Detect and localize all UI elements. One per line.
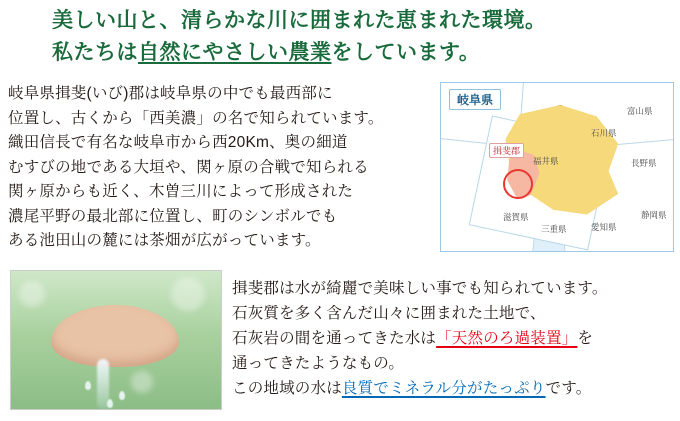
map-title: 岐阜県 [449, 89, 501, 110]
body-line: 濃尾平野の最北部に位置し、町のシンボルでも [8, 207, 338, 225]
map-pref-label: 長野県 [631, 158, 657, 168]
map-pref-label: 静岡県 [641, 210, 667, 220]
bottom-line-3 [232, 326, 672, 351]
map-pref-label: 三重県 [541, 224, 567, 234]
map-pref-label: 愛知県 [591, 222, 617, 232]
photo-bokeh [131, 371, 153, 393]
body-line: 関ヶ原からも近く、木曽三川によって形成された [8, 183, 354, 200]
bottom-line-1: 揖斐郡は水が綺麗で美味しい事でも知られています。 [232, 280, 608, 297]
body-paragraph [8, 82, 438, 254]
photo-bokeh [171, 277, 205, 311]
body-line: むすびの地である大垣や、関ヶ原の合戦で知られる [8, 158, 369, 176]
bottom-line-5-suffix: です。 [545, 380, 592, 397]
photo-droplet [85, 381, 91, 390]
bottom-line-5-highlight: 良質でミネラル分がたっぷり [341, 380, 546, 397]
hands-holding-water-photo [10, 270, 222, 410]
headline [52, 6, 652, 68]
headline-line-2-emphasis: 自然にやさしい農業 [138, 41, 332, 64]
headline-line-1: 美しい山と、清らかな川に囲まれた恵まれた環境。 [52, 9, 547, 32]
bottom-section [0, 268, 680, 418]
bottom-line-4: 通ってきたようなもの。 [232, 355, 405, 372]
map-pref-label: 福井県 [533, 156, 559, 166]
bottom-line-3-prefix: 石灰岩の間を通ってきた水は [232, 330, 437, 347]
bottom-paragraph [232, 276, 672, 401]
body-line: 織田信長で有名な岐阜市から西20Km、奥の細道 [8, 134, 348, 151]
bottom-line-3-suffix: を [577, 330, 594, 347]
photo-hands [51, 305, 179, 367]
middle-section [0, 78, 680, 258]
photo-droplet [119, 391, 125, 400]
bottom-line-5 [232, 376, 672, 401]
map-pref-label: 滋賀県 [503, 212, 529, 222]
map-pref-label: 富山県 [627, 106, 653, 116]
headline-line-2-suffix: をしています。 [331, 41, 481, 64]
body-line: 位置し、古くから「西美濃」の名で知られています。 [8, 109, 384, 127]
bottom-line-2: 石灰質を多く含んだ山々に囲まれた土地で、 [232, 305, 546, 322]
photo-bokeh [19, 281, 45, 307]
headline-line-2-prefix: 私たちは [52, 41, 138, 64]
ibi-highlight-circle-icon [503, 169, 533, 199]
headline-line-2 [52, 38, 652, 68]
map-pref-label: 石川県 [591, 128, 617, 138]
photo-droplet [107, 399, 113, 408]
body-line: 岐阜県揖斐(いび)郡は岐阜県の中でも最西部に [8, 85, 333, 102]
region-map [440, 82, 674, 252]
bottom-line-3-highlight: 「天然のろ過装置」 [436, 330, 578, 347]
ibi-district-label: 揖斐郡 [489, 143, 524, 158]
body-line: ある池田山の麓には茶畑が広がっています。 [8, 232, 321, 249]
bottom-line-5-prefix: この地域の水は [232, 380, 342, 397]
